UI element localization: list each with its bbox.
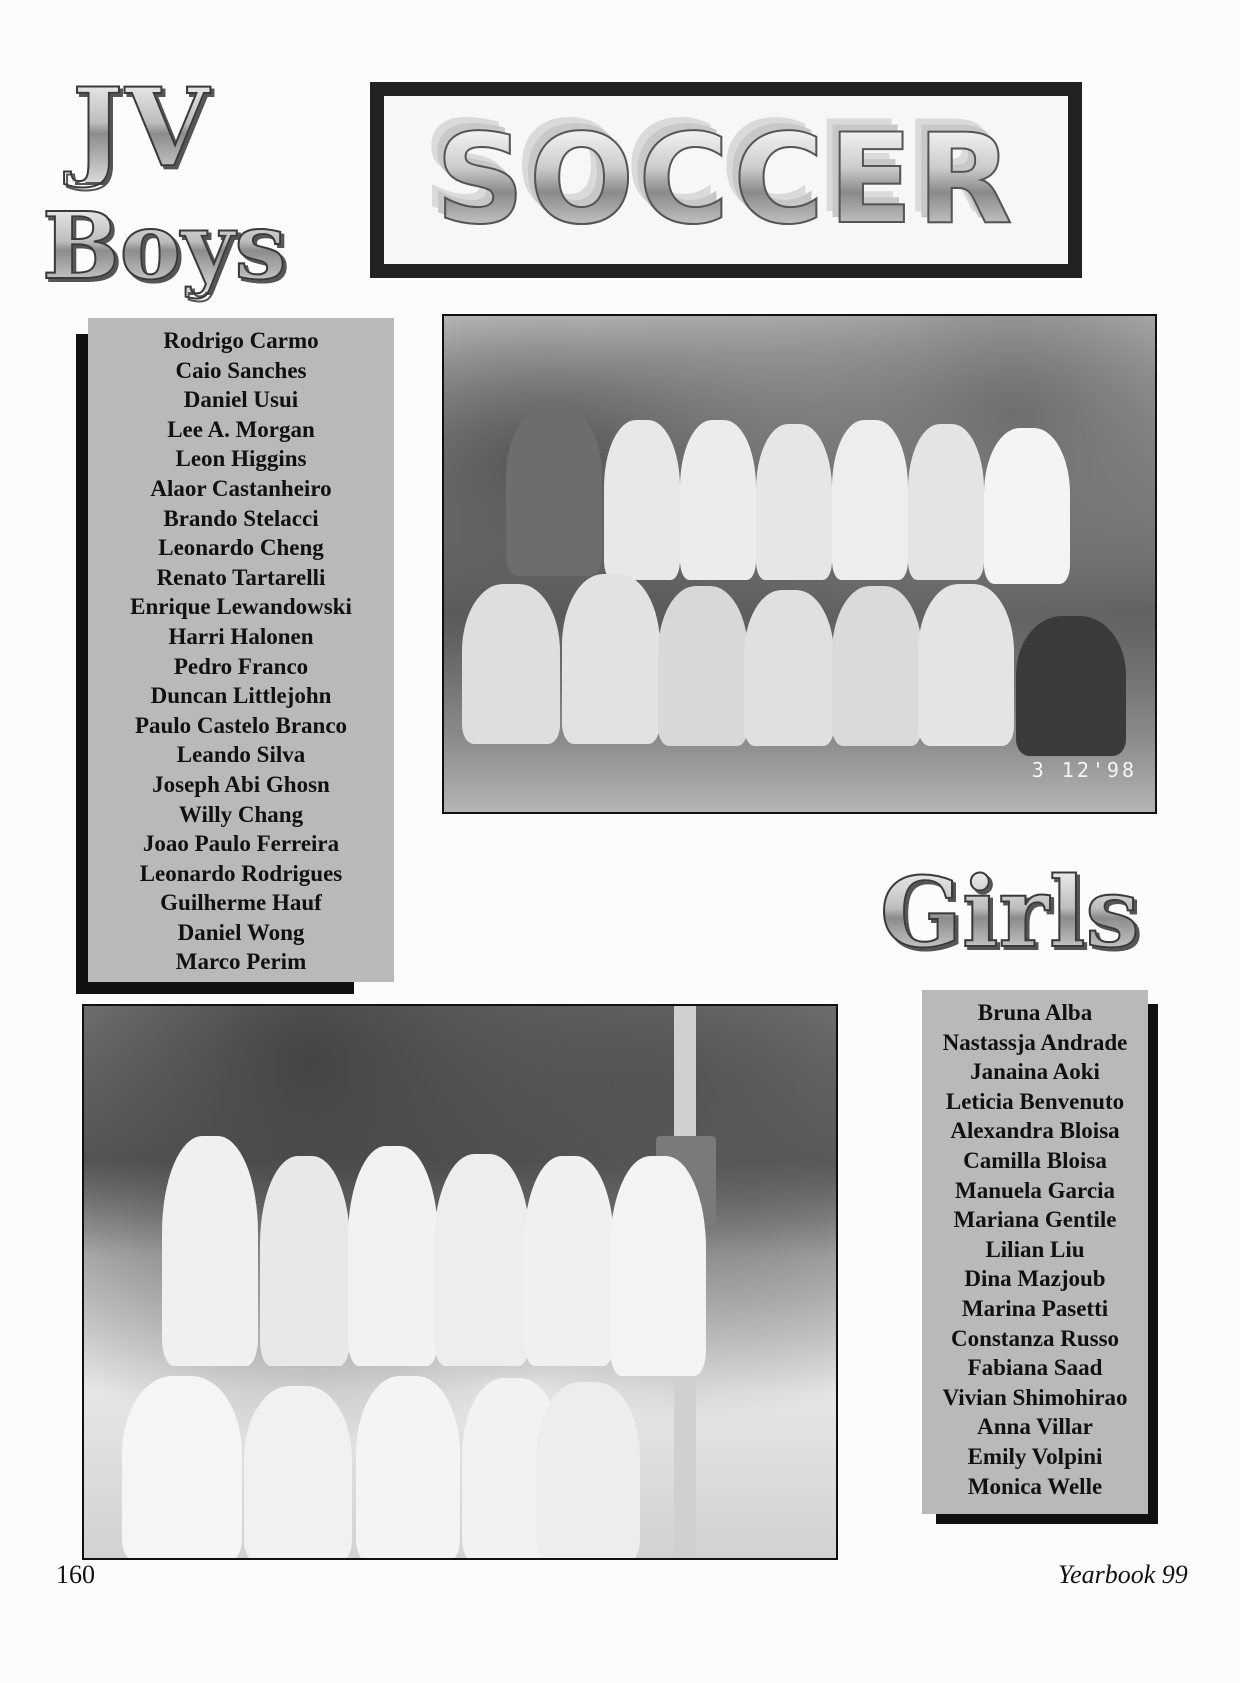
soccer-banner xyxy=(370,82,1082,278)
roster-name: Enrique Lewandowski xyxy=(130,594,352,620)
soccer-banner-inner xyxy=(384,96,1068,264)
roster-name: Leon Higgins xyxy=(175,446,307,472)
boys-roster-list xyxy=(88,326,394,977)
roster-name: Duncan Littlejohn xyxy=(150,683,332,709)
roster-name: Joseph Abi Ghosn xyxy=(152,771,330,797)
roster-name: Manuela Garcia xyxy=(955,1177,1115,1203)
roster-name: Dina Mazjoub xyxy=(964,1266,1106,1292)
roster-name: Anna Villar xyxy=(977,1414,1093,1440)
soccer-title: SOCCER xyxy=(435,108,1017,252)
roster-name: Camilla Bloisa xyxy=(963,1147,1107,1173)
roster-name: Daniel Usui xyxy=(183,387,299,413)
roster-name: Brando Stelacci xyxy=(163,505,319,531)
roster-name: Fabiana Saad xyxy=(967,1355,1103,1381)
roster-name: Pedro Franco xyxy=(173,653,309,679)
roster-name: Caio Sanches xyxy=(175,357,307,383)
roster-name: Constanza Russo xyxy=(950,1325,1120,1351)
roster-name: Leonardo Cheng xyxy=(158,535,324,561)
roster-name: Alexandra Bloisa xyxy=(950,1118,1120,1144)
roster-name: Harri Halonen xyxy=(168,623,314,649)
roster-name: Bruna Alba xyxy=(977,1000,1093,1025)
roster-name: Marco Perim xyxy=(175,949,307,975)
roster-name: Nastassja Andrade xyxy=(942,1029,1128,1055)
jv-title: JV xyxy=(72,65,211,191)
roster-name: Mariana Gentile xyxy=(953,1207,1117,1233)
roster-name: Renato Tartarelli xyxy=(156,564,326,590)
roster-name: Guilherme Hauf xyxy=(160,890,322,916)
roster-name: Lilian Liu xyxy=(985,1236,1085,1262)
boys-roster xyxy=(88,318,394,982)
roster-name: Marina Pasetti xyxy=(961,1295,1109,1321)
roster-name: Janaina Aoki xyxy=(970,1059,1100,1085)
girls-team-photo xyxy=(82,1004,838,1560)
publication-name: Yearbook 99 xyxy=(1058,1560,1188,1589)
boys-title: Boys xyxy=(42,192,287,300)
roster-name: Leticia Benvenuto xyxy=(945,1088,1125,1114)
roster-name: Joao Paulo Ferreira xyxy=(142,831,340,857)
roster-name: Paulo Castelo Branco xyxy=(134,712,348,738)
photo-date-stamp: 3 12'98 xyxy=(1031,758,1137,782)
roster-name: Vivian Shimohirao xyxy=(942,1384,1128,1410)
roster-name: Leonardo Rodrigues xyxy=(139,860,343,886)
roster-name: Emily Volpini xyxy=(967,1443,1103,1469)
girls-roster xyxy=(922,990,1148,1514)
roster-name: Alaor Castanheiro xyxy=(150,475,332,501)
roster-name: Monica Welle xyxy=(967,1473,1103,1499)
boys-team-photo xyxy=(442,314,1157,814)
roster-name: Daniel Wong xyxy=(177,919,305,945)
roster-name: Willy Chang xyxy=(178,801,304,827)
roster-name: Lee A. Morgan xyxy=(167,416,315,442)
page-number: 160 xyxy=(56,1560,95,1589)
roster-name: Leando Silva xyxy=(176,742,306,768)
girls-title: Girls xyxy=(880,856,1140,969)
girls-roster-list xyxy=(922,998,1148,1501)
roster-name: Rodrigo Carmo xyxy=(163,328,319,353)
